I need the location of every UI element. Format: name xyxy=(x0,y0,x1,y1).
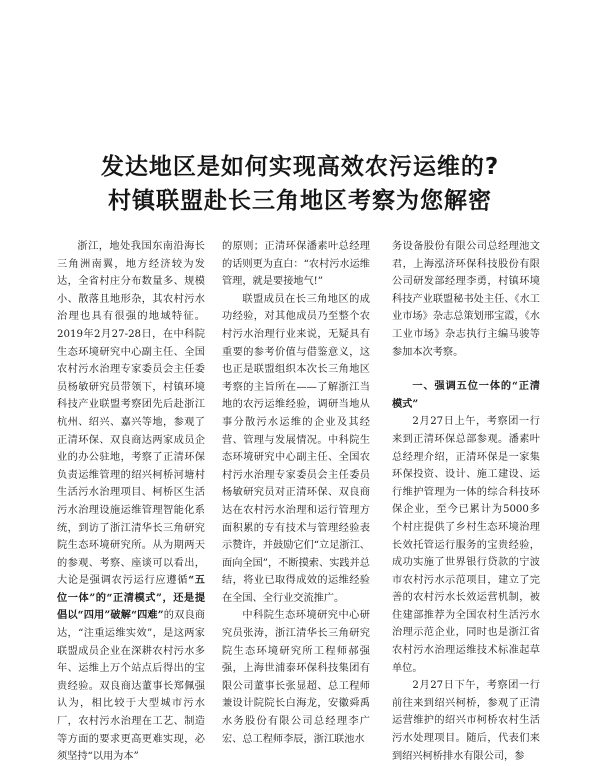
paragraph-bold-text: “五位一体”的“正清模式”，还是提倡以“四用”破解“四难” xyxy=(57,574,205,622)
body-paragraph: 的原则；正清环保潘素叶总经理的话则更为直白：“农村污水运维管理，就是要接地气!” xyxy=(222,241,370,288)
body-paragraph: 2月27日上午，考察团一行来到正清环保总部参观。潘素叶总经理介绍，正清环保是一家集环保投资、设计、施工建设、运行维护管理为一体的综合科技环保企业，至今已累计为5000多个村庄提供了乡村生态环境治理长效托管运行服务的宝贵经验，成功实施了世界银行贷款的宁波市农村污水示范项目，建立了完善的农村污水长效运营机制，被住建部推荐为全国农村生活污水治理示范企业，同时也是浙江省农村污水治理运维技术标准起草单位。 xyxy=(392,416,540,674)
body-paragraph: 联盟成员在长三角地区的成功经验，对其他成员乃至整个农村污水治理行业来说，无疑具有重要的参考价值与借鉴意义，这也正是联盟组织本次长三角地区考察的主旨所在——了解浙江当地的农污运维经验，调研当地从事分散污水运维的企业及其经营、管理与发展情况。中科院生态环境研究中心副主任、全国农村污水治理专家委员会主任委员杨敏研究员对正清环保、双良商达在农村污水治理和运行管理方面积累的专有技术与管理经验表示赞许，并鼓励它们“立足浙江、面向全国”，不断摸索、实践并总结，将业已取得成效的运维经验在全国、全行业交流推广。 xyxy=(222,293,370,604)
body-paragraph: 中科院生态环境研究中心研究员张涛，浙江清华长三角研究院生态环境研究所工程师郝强强，上海世浦泰环保科技集团有限公司董事长张显超、总工程师兼设计院院长白海龙，安徽舜禹水务股份有限公司总经理李广宏、总工程师李辰，浙江联池水 xyxy=(222,610,370,745)
body-paragraph: 2月27日下午，考察团一行前往来到绍兴柯桥，参观了正清运营维护的绍兴市柯桥农村生活污水处理项目。随后，代表们来到绍兴柯桥排水有限公司，参 xyxy=(392,680,540,762)
paragraph-text: 的双良商达，“注重运维实效”，是这两家联盟成员企业在深耕农村污水多年、运维上万个站点后得出的宝贵经验。双良商达董事长郑佩强认为，相比较于大型城市污水厂，农村污水治理在工艺、制造等方面的要求更高更难实现，必须坚持“以用为本” xyxy=(57,610,205,763)
body-paragraph: 务设备股份有限公司总经理池文君，上海泓济环保科技股份有限公司研发部经理李勇，村镇环境科技产业联盟秘书处主任、《水工业市场》杂志总策划邢宝霞，《水工业市场》杂志执行主编马骏等参加本次考察。 xyxy=(392,241,540,358)
section-heading: 一、强调五位一体的“正清模式” xyxy=(392,380,540,410)
body-paragraph xyxy=(57,238,205,766)
article-column-2 xyxy=(222,238,370,748)
article-title-line-2: 村镇联盟赴长三角地区考察为您解密 xyxy=(108,188,492,214)
article-column-1 xyxy=(57,238,205,766)
article-column-3 xyxy=(392,238,540,765)
paragraph-text: 浙江，地处我国东南沿海长三角洲南翼，地方经济较为发达，全省村庄分布数量多、规模小、散落且地形杂，其农村污水治理也具有很强的地域特征。2019年2月27-28日，在中科院生态环境研究中心副主任、全国农村污水治理专家委员会主任委员杨敏研究员带领下，村镇环境科技产业联盟考察团先后赴浙江杭州、绍兴、嘉兴等地，参观了正清环保、双良商达两家成员企业的办公驻地，考察了正清环保负责运维管理的绍兴柯桥河塘村生活污水治理项目、柯桥区生活污水治理设施运维管理智能化系统，到访了浙江清华长三角研究院生态环境研究所。从为期两天的参观、考察、座谈可以看出，大论是强调农污运行应遵循 xyxy=(57,241,205,587)
article-title-line-1: 发达地区是如何实现高效农污运维的? xyxy=(100,154,500,180)
